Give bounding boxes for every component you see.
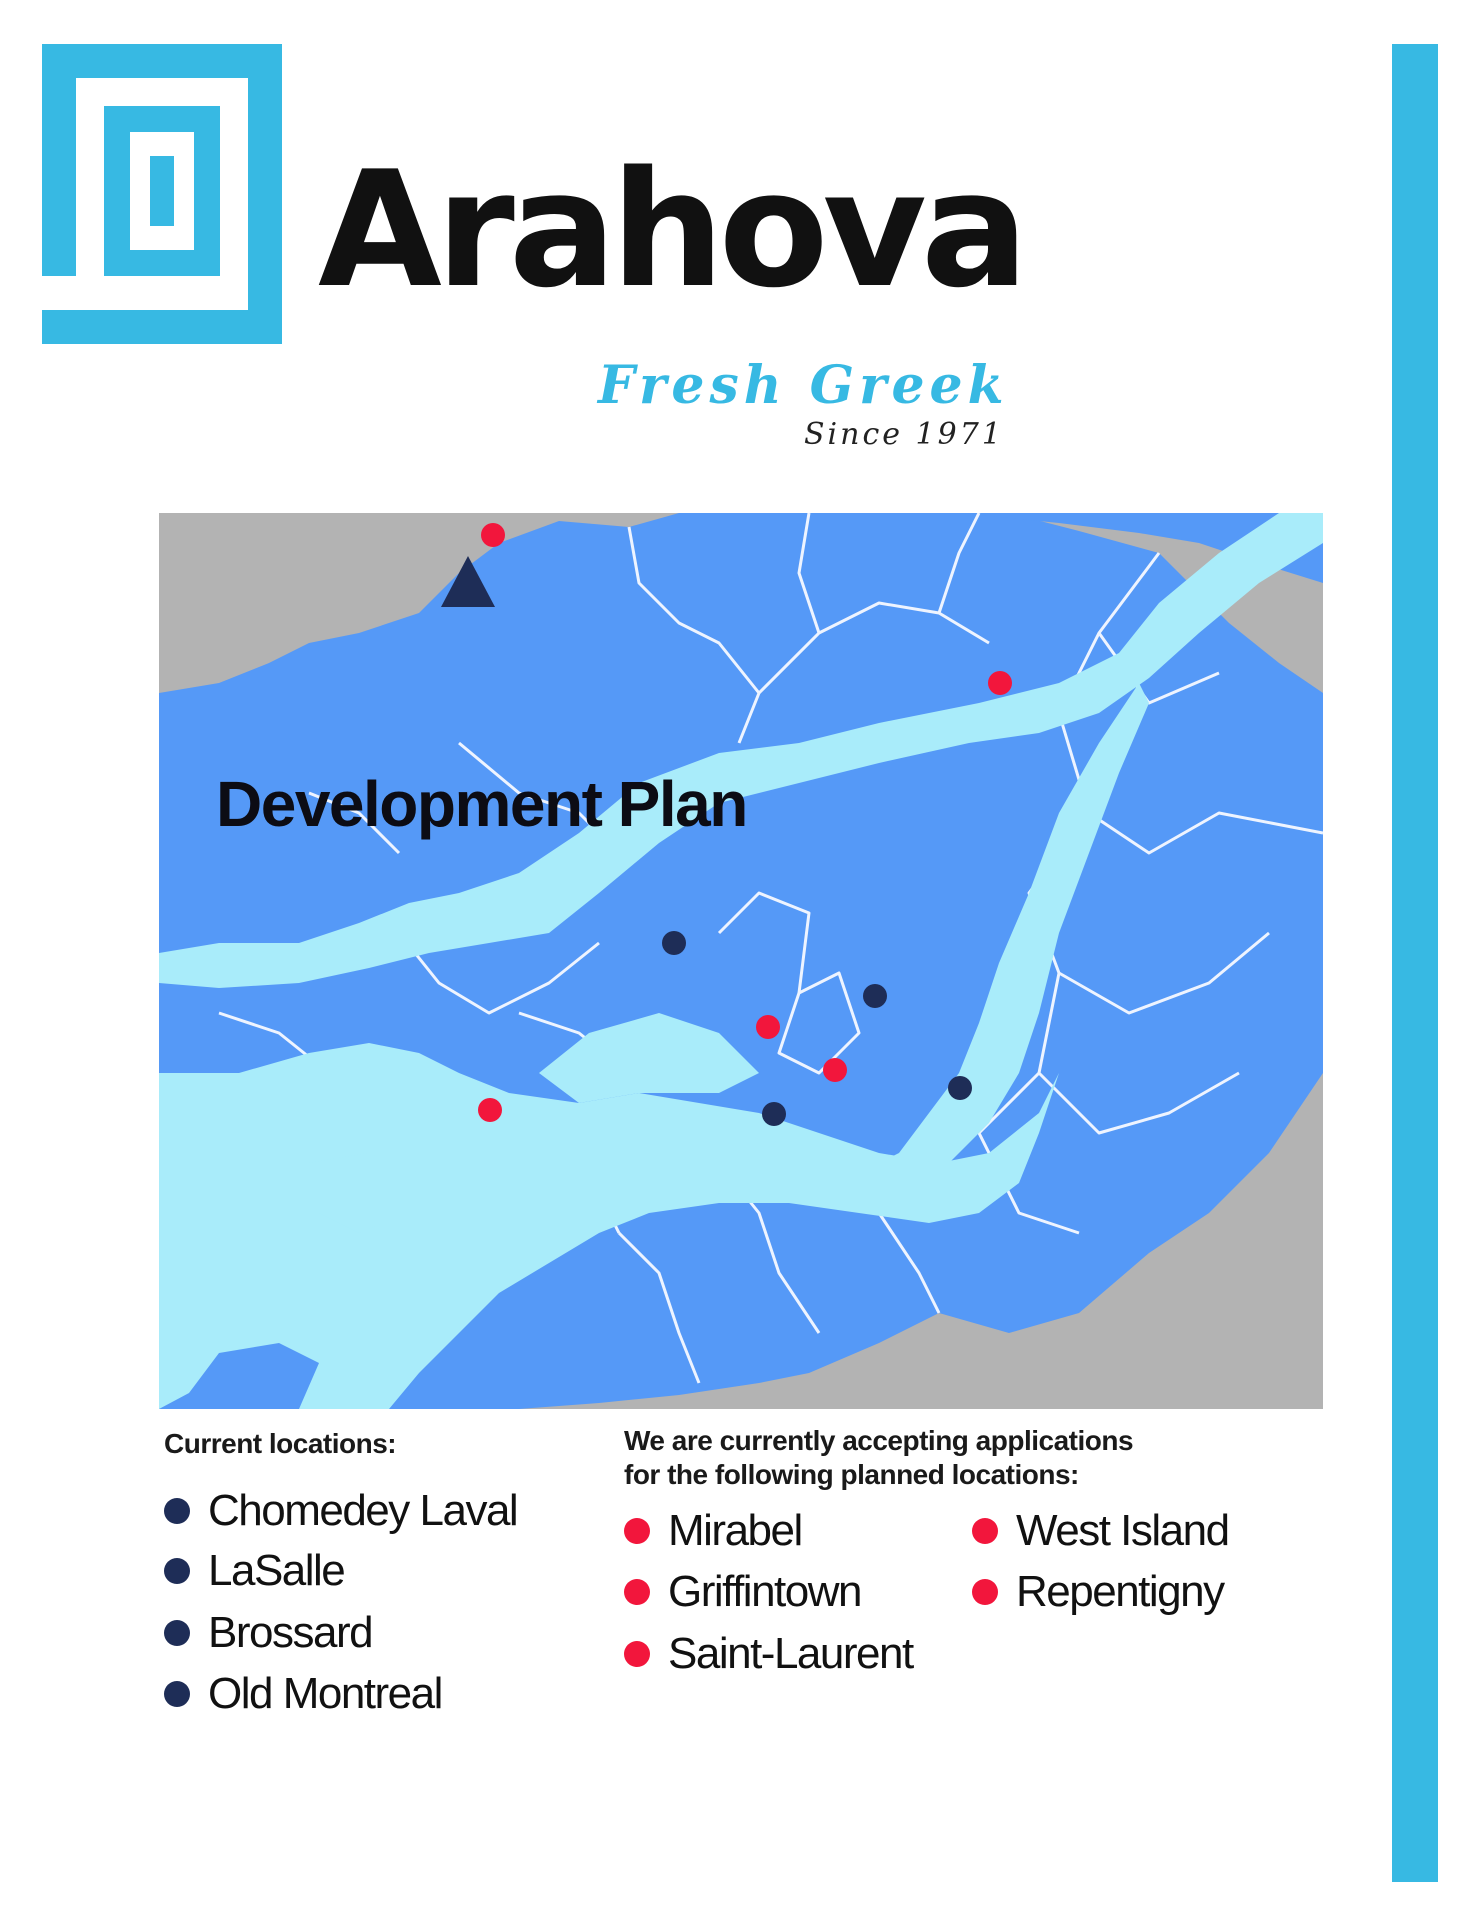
region-map (159, 513, 1323, 1409)
marker-chomedey-laval (662, 931, 686, 955)
legend-planned-item (624, 1503, 802, 1559)
marker-old-montreal (863, 984, 887, 1008)
legend-label: Brossard (208, 1608, 373, 1657)
current-dot-icon (164, 1620, 190, 1646)
marker-mirabel (481, 523, 505, 547)
brand-name: Arahova (318, 136, 1023, 323)
marker-saint-laurent (756, 1015, 780, 1039)
current-locations-heading: Current locations: (164, 1428, 397, 1459)
legend-current-item (164, 1605, 372, 1661)
planned-heading-line: for the following planned locations: (624, 1459, 1079, 1490)
legend-label: Mirabel (668, 1506, 802, 1555)
planned-locations-heading (624, 1424, 1133, 1492)
legend-planned-item (972, 1503, 1229, 1559)
current-dot-icon (164, 1498, 190, 1524)
legend-label: LaSalle (208, 1546, 345, 1595)
legend-label: West Island (1016, 1506, 1229, 1555)
marker-repentigny (988, 671, 1012, 695)
legend-current-item (164, 1483, 517, 1539)
legend-planned-item (624, 1626, 913, 1682)
legend-label: Saint-Laurent (668, 1629, 913, 1678)
planned-dot-icon (624, 1518, 650, 1544)
planned-dot-icon (624, 1579, 650, 1605)
brand-tagline: Fresh Greek (598, 355, 1009, 416)
planned-heading-line: We are currently accepting applications (624, 1425, 1134, 1456)
legend-label: Old Montreal (208, 1669, 442, 1718)
brand-since: Since 1971 (804, 417, 1004, 452)
legend-label: Repentigny (1016, 1567, 1224, 1616)
legend-planned-item (624, 1564, 861, 1620)
map-title: Development Plan (216, 768, 747, 840)
side-accent-bar (1392, 44, 1438, 1882)
current-dot-icon (164, 1681, 190, 1707)
current-dot-icon (164, 1558, 190, 1584)
marker-lasalle (762, 1102, 786, 1126)
legend-current-item (164, 1666, 442, 1722)
planned-dot-icon (624, 1641, 650, 1667)
legend-label: Griffintown (668, 1567, 861, 1616)
legend-label: Chomedey Laval (208, 1486, 518, 1535)
marker-griffintown (823, 1058, 847, 1082)
legend-planned-item (972, 1564, 1224, 1620)
marker-brossard (948, 1076, 972, 1100)
planned-dot-icon (972, 1579, 998, 1605)
planned-dot-icon (972, 1518, 998, 1544)
greek-key-logo-icon (42, 44, 282, 344)
legend-current-item (164, 1543, 344, 1599)
marker-west-island (478, 1098, 502, 1122)
